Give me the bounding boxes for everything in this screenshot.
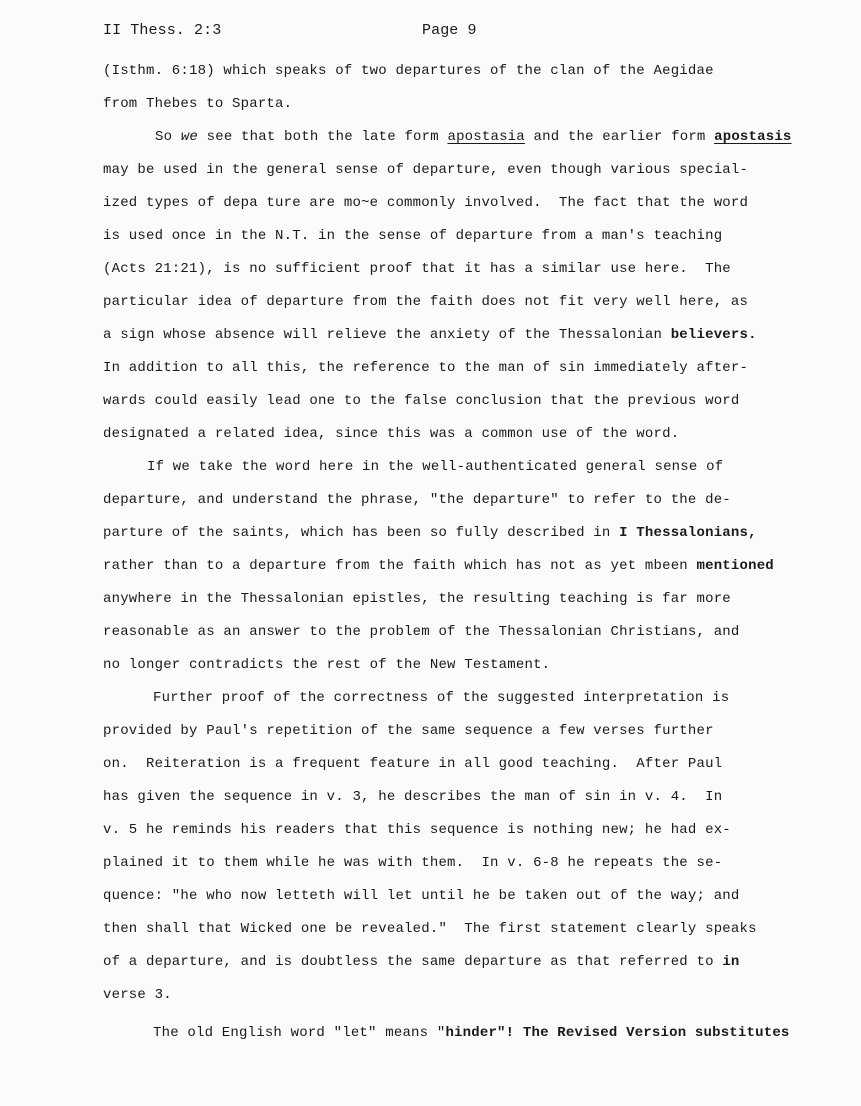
text-segment: reasonable as an answer to the problem of the Thessalonian Christians, and xyxy=(103,624,740,640)
text-segment: of a departure, and is doubtless the same departure as that referred to xyxy=(103,954,723,970)
text-line xyxy=(0,748,861,781)
text-line xyxy=(0,451,861,484)
text-segment: then shall that Wicked one be revealed." The first statement clearly speaks xyxy=(103,921,757,937)
text-line xyxy=(0,88,861,121)
text-segment: a sign whose absence will relieve the anxiety of the Thessalonian xyxy=(103,327,671,343)
text-line xyxy=(0,682,861,715)
text-segment: apostasia xyxy=(447,129,525,145)
text-line xyxy=(0,616,861,649)
text-segment: verse 3. xyxy=(103,987,172,1003)
text-segment: hinder"! xyxy=(445,1025,515,1041)
text-segment: may be used in the general sense of departure, even though various special- xyxy=(103,162,749,178)
text-segment: Further proof of the correctness of the suggested interpretation is xyxy=(153,690,730,706)
text-segment: (Acts 21:21), is no sufficient proof that it has a similar use here. The xyxy=(103,261,731,277)
text-segment: on. Reiteration is a frequent feature in all good teaching. After Paul xyxy=(103,756,723,772)
text-line xyxy=(0,286,861,319)
text-segment: So xyxy=(155,129,181,145)
text-segment: in xyxy=(722,954,740,970)
text-line xyxy=(0,352,861,385)
text-line xyxy=(0,1017,861,1050)
text-segment: see that both the late form xyxy=(198,129,448,145)
text-line xyxy=(0,418,861,451)
text-line xyxy=(0,154,861,187)
text-line xyxy=(0,913,861,946)
text-segment xyxy=(514,1025,523,1041)
text-segment: rather than to a departure from the faith which has not as yet mbeen xyxy=(103,558,697,574)
text-line xyxy=(0,880,861,913)
text-line xyxy=(0,187,861,220)
text-line xyxy=(0,55,861,88)
text-line xyxy=(0,583,861,616)
text-segment: provided by Paul's repetition of the same sequence a few verses further xyxy=(103,723,714,739)
text-segment: and the earlier form xyxy=(524,129,715,145)
text-segment: has given the sequence in v. 3, he describes the man of sin in v. 4. In xyxy=(103,789,723,805)
text-line xyxy=(0,649,861,682)
text-segment: I Thessalonians, xyxy=(619,525,757,541)
text-segment: In addition to all this, the reference to the man of sin immediately after- xyxy=(103,360,749,376)
scripture-reference: II Thess. 2:3 xyxy=(103,22,222,39)
text-segment: anywhere in the Thessalonian epistles, the resulting teaching is far more xyxy=(103,591,731,607)
text-segment: ized types of depa ture are mo~e commonly involved. The fact that the word xyxy=(103,195,749,211)
text-line xyxy=(0,253,861,286)
text-line xyxy=(0,847,861,880)
text-line xyxy=(0,550,861,583)
text-segment: wards could easily lead one to the false conclusion that the previous word xyxy=(103,393,740,409)
text-segment: The old English word "let" means " xyxy=(153,1025,446,1041)
text-line xyxy=(0,385,861,418)
text-segment: mentioned xyxy=(696,558,774,574)
text-line xyxy=(0,781,861,814)
text-line xyxy=(0,715,861,748)
text-segment: v. 5 he reminds his readers that this sequence is nothing new; he had ex- xyxy=(103,822,731,838)
text-segment: quence: "he who now letteth will let until he be taken out of the way; and xyxy=(103,888,740,904)
text-segment: particular idea of departure from the faith does not fit very well here, as xyxy=(103,294,749,310)
text-line xyxy=(0,517,861,550)
text-segment: If we take the word here in the well-authenticated general sense of xyxy=(147,459,724,475)
text-line xyxy=(0,319,861,352)
text-segment: parture of the saints, which has been so fully described in xyxy=(103,525,620,541)
text-segment: departure, and understand the phrase, "the departure" to refer to the de- xyxy=(103,492,731,508)
text-line xyxy=(0,220,861,253)
text-line xyxy=(0,946,861,979)
text-line xyxy=(0,979,861,1012)
text-segment: no longer contradicts the rest of the New Testament. xyxy=(103,657,551,673)
text-line xyxy=(0,814,861,847)
page-header xyxy=(103,22,743,46)
text-segment: designated a related idea, since this was a common use of the word. xyxy=(103,426,680,442)
text-segment: believers. xyxy=(670,327,757,343)
text-segment: we xyxy=(180,129,199,145)
text-segment: from Thebes to Sparta. xyxy=(103,96,293,112)
text-segment: The Revised Version substitutes xyxy=(522,1025,790,1041)
page-number: Page 9 xyxy=(422,22,477,39)
text-segment: plained it to them while he was with them. In v. 6-8 he repeats the se- xyxy=(103,855,723,871)
text-segment: is used once in the N.T. in the sense of departure from a man's teaching xyxy=(103,228,723,244)
text-line xyxy=(0,484,861,517)
text-segment: apostasis xyxy=(714,129,792,145)
text-segment: (Isthm. 6:18) which speaks of two departures of the clan of the Aegidae xyxy=(103,63,714,79)
text-line xyxy=(0,121,861,154)
